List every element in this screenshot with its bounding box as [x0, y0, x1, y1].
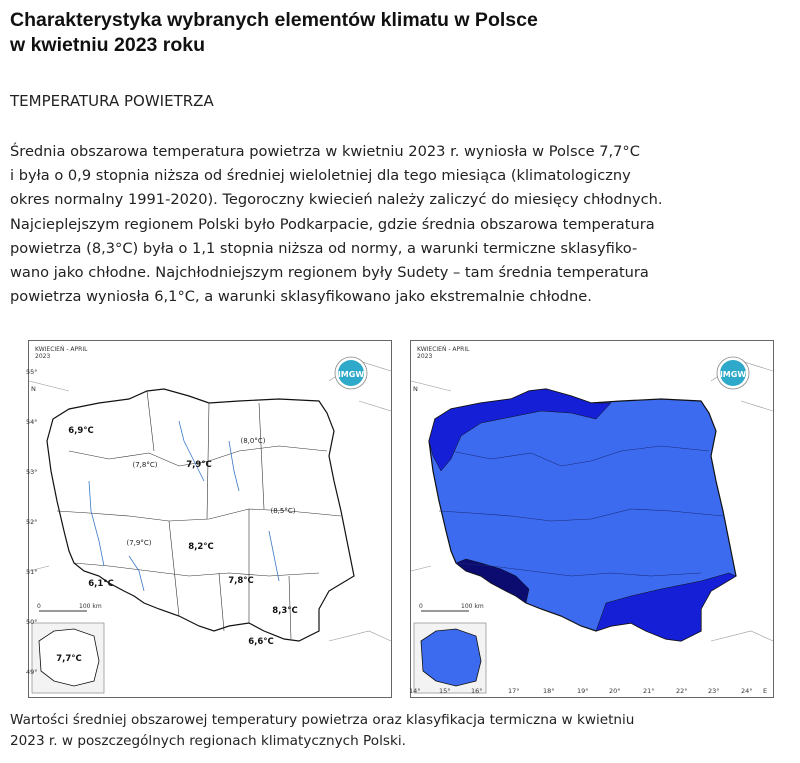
svg-text:49°: 49°	[26, 668, 38, 676]
temperature-map	[28, 340, 392, 698]
caption-line: Wartości średniej obszarowej temperatury powietrza oraz klasyfikacja termiczna w kwietniu	[10, 712, 635, 728]
svg-text:E: E	[763, 687, 768, 695]
region-value: 7,8°C	[228, 576, 254, 586]
svg-text:55°: 55°	[26, 368, 38, 376]
national-value: 7,7°C	[56, 654, 82, 664]
paragraph-line: wano jako chłodne. Najchłodniejszym regionem były Sudety – tam średnia temperatura	[10, 264, 649, 282]
inset-map	[32, 623, 104, 693]
scale-bar	[419, 603, 484, 611]
logo-text: IMGW	[337, 370, 365, 379]
page-title-line-1: Charakterystyka wybranych elementów klimatu w Polsce	[10, 9, 538, 31]
svg-text:20°: 20°	[609, 687, 621, 695]
map-header: KWIECIEŃ - APRIL	[35, 346, 88, 353]
scale-bar	[37, 603, 102, 611]
map-year: 2023	[417, 353, 433, 360]
region-value: 6,9°C	[68, 426, 94, 436]
imgw-logo	[335, 357, 367, 389]
svg-text:100 km: 100 km	[79, 603, 102, 610]
region-value: 6,1°C	[88, 579, 114, 589]
paragraph-line: powietrza wyniosła 6,1°C, a warunki sklasyfikowano jako ekstremalnie chłodne.	[10, 288, 592, 306]
north-label: N	[31, 385, 36, 393]
region-value: (8,0°C)	[240, 437, 266, 445]
svg-text:0: 0	[419, 603, 423, 610]
paragraph-line: Średnia obszarowa temperatura powietrza w kwietniu 2023 r. wyniosła w Polsce 7,7°C	[10, 143, 640, 160]
classification-map-svg	[411, 341, 773, 697]
temperature-map-svg	[26, 341, 391, 697]
page-title-line-2: w kwietniu 2023 roku	[10, 34, 206, 56]
inset-map	[414, 623, 486, 693]
paragraph-line: i była o 0,9 stopnia niższa od średniej wieloletniej dla tego miesiąca (klimatologiczny	[10, 167, 631, 185]
svg-text:15°: 15°	[439, 687, 451, 695]
north-label: N	[413, 385, 418, 393]
svg-text:54°: 54°	[26, 418, 38, 426]
svg-text:51°: 51°	[26, 568, 38, 576]
svg-text:17°: 17°	[508, 687, 520, 695]
paragraph-line: Najcieplejszym regionem Polski było Podkarpacie, gdzie średnia obszarowa temperatura	[10, 215, 655, 233]
svg-text:19°: 19°	[577, 687, 589, 695]
svg-text:0: 0	[37, 603, 41, 610]
figure-caption	[10, 710, 634, 752]
paragraph-line: powietrza (8,3°C) była o 1,1 stopnia niższa od normy, a warunki termiczne sklasyfiko-	[10, 239, 638, 257]
classification-map	[410, 340, 774, 698]
region-value: (7,9°C)	[126, 539, 152, 547]
svg-text:21°: 21°	[643, 687, 655, 695]
map-year: 2023	[35, 353, 51, 360]
svg-text:24°: 24°	[741, 687, 753, 695]
imgw-logo	[717, 357, 749, 389]
svg-text:22°: 22°	[676, 687, 688, 695]
svg-text:53°: 53°	[26, 468, 38, 476]
caption-line: 2023 r. w poszczególnych regionach klimatycznych Polski.	[10, 733, 406, 749]
svg-text:16°: 16°	[471, 687, 483, 695]
region-value: (8,5°C)	[270, 507, 296, 515]
svg-text:50°: 50°	[26, 618, 38, 626]
region-value: 8,2°C	[188, 542, 214, 552]
svg-text:52°: 52°	[26, 518, 38, 526]
description-paragraph	[10, 140, 800, 309]
paragraph-line: okres normalny 1991-2020). Tegoroczny kwiecień należy zaliczyć do miesięcy chłodnych.	[10, 191, 663, 209]
logo-text: IMGW	[719, 370, 747, 379]
svg-text:23°: 23°	[708, 687, 720, 695]
region-value: (7,8°C)	[132, 461, 158, 469]
region-value: 8,3°C	[272, 606, 298, 616]
svg-text:14°: 14°	[409, 687, 421, 695]
svg-text:100 km: 100 km	[461, 603, 484, 610]
region-value: 7,9°C	[186, 460, 212, 470]
region-value: 6,6°C	[248, 637, 274, 647]
svg-text:18°: 18°	[543, 687, 555, 695]
section-heading: TEMPERATURA POWIETRZA	[10, 92, 214, 110]
page-title	[10, 8, 538, 58]
map-header: KWIECIEŃ - APRIL	[417, 346, 470, 353]
